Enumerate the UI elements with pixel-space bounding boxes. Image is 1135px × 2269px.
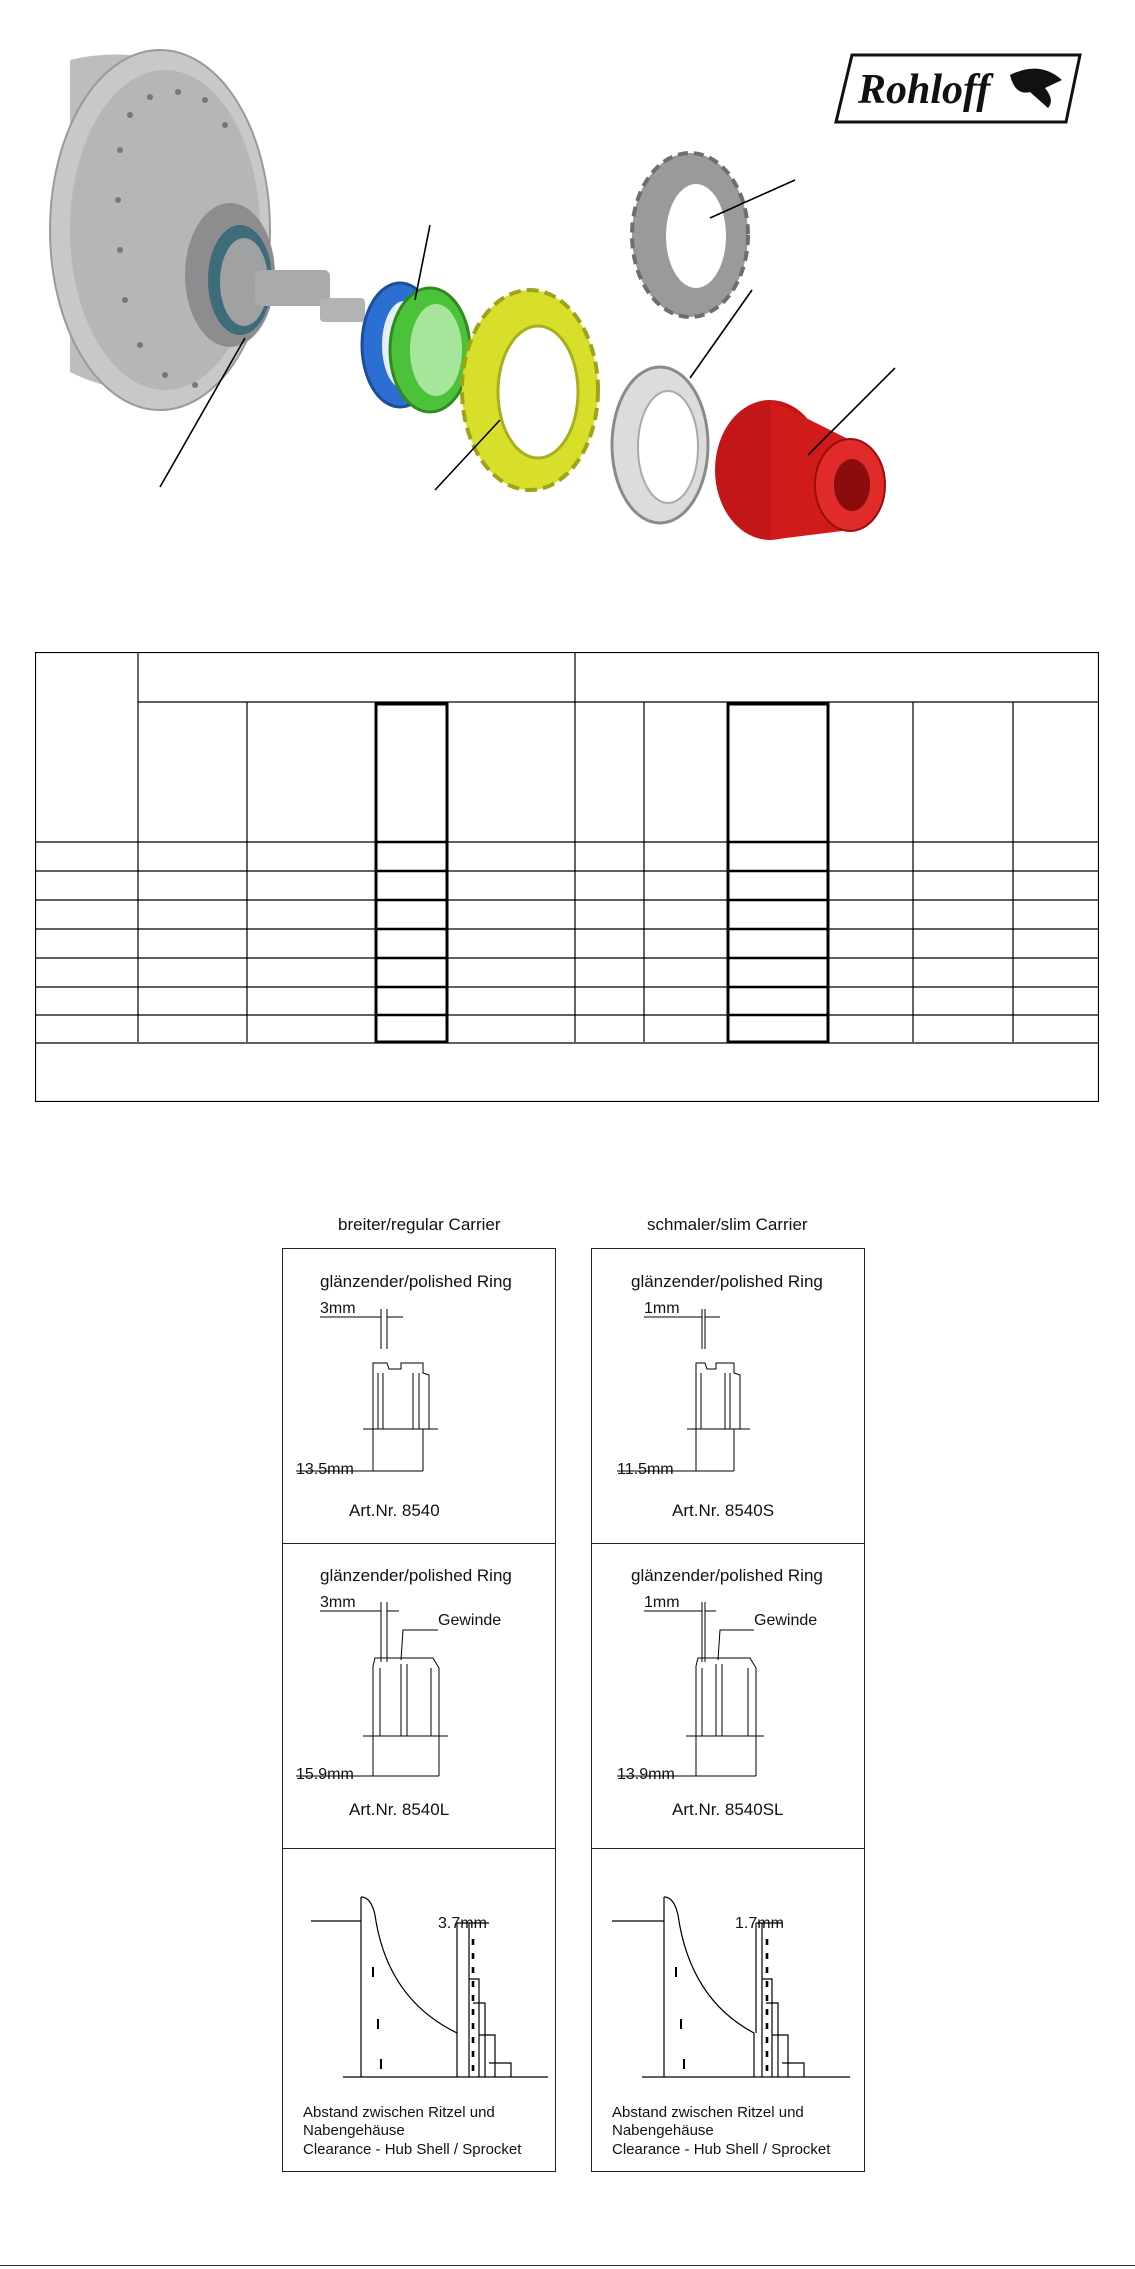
ring-profile-drawing — [283, 1249, 557, 1545]
yellow-sprocket — [462, 290, 598, 490]
width-dimension: 13.9mm — [617, 1766, 675, 1783]
exploded-hub-illustration — [0, 0, 1135, 600]
clearance-label-en: Clearance - Hub Shell / Sprocket — [612, 2141, 831, 2158]
regular-clearance-panel — [282, 1848, 556, 2172]
svg-text:Rohloff: Rohloff — [858, 67, 991, 113]
regular-ring-panel — [282, 1248, 556, 1544]
hub-shell-sprocket-drawing — [592, 1849, 866, 2173]
width-dimension: 13.5mm — [296, 1461, 354, 1478]
article-number: Art.Nr. 8540S — [672, 1501, 775, 1520]
panel-title: glänzender/polished Ring — [631, 1272, 823, 1291]
clearance-label-de-1: Abstand zwischen Ritzel und — [612, 2104, 804, 2121]
slim-ring-long-panel — [591, 1543, 865, 1849]
thread-label: Gewinde — [754, 1612, 818, 1629]
regular-ring-long-panel — [282, 1543, 556, 1849]
thread-label: Gewinde — [438, 1612, 502, 1629]
page-bottom-rule — [0, 2265, 1135, 2266]
grey-sprocket — [632, 153, 748, 317]
slim-carrier-header: schmaler/slim Carrier — [647, 1215, 808, 1234]
clearance-label-en: Clearance - Hub Shell / Sprocket — [303, 2141, 522, 2158]
gap-dimension: 1mm — [644, 1300, 680, 1317]
clearance-label-de-1: Abstand zwischen Ritzel und — [303, 2104, 495, 2121]
article-number: Art.Nr. 8540SL — [672, 1800, 784, 1819]
panel-title: glänzender/polished Ring — [320, 1272, 512, 1291]
gap-dimension: 3mm — [320, 1300, 356, 1317]
rohloff-logo — [836, 55, 1080, 122]
slim-clearance-panel — [591, 1848, 865, 2172]
width-dimension: 15.9mm — [296, 1766, 354, 1783]
clearance-label-de-2: Nabengehäuse — [303, 2122, 405, 2139]
panel-title: glänzender/polished Ring — [631, 1566, 823, 1585]
clearance-label-de-2: Nabengehäuse — [612, 2122, 714, 2139]
ring-profile-drawing — [592, 1544, 866, 1850]
article-number: Art.Nr. 8540L — [349, 1800, 450, 1819]
clearance-dimension: 1.7mm — [735, 1915, 784, 1932]
green-spacer — [390, 288, 470, 412]
article-number: Art.Nr. 8540 — [349, 1501, 440, 1520]
ring-profile-drawing — [283, 1544, 557, 1850]
white-lockring — [612, 367, 708, 523]
width-dimension: 11.5mm — [617, 1461, 674, 1478]
hub-body — [50, 50, 365, 410]
clearance-dimension: 3.7mm — [438, 1915, 487, 1932]
gap-dimension: 3mm — [320, 1594, 356, 1611]
panel-title: glänzender/polished Ring — [320, 1566, 512, 1585]
spec-table — [35, 652, 1099, 1102]
hub-shell-sprocket-drawing — [283, 1849, 557, 2173]
regular-carrier-header: breiter/regular Carrier — [338, 1215, 501, 1234]
ring-profile-drawing — [592, 1249, 866, 1545]
gap-dimension: 1mm — [644, 1594, 680, 1611]
slim-ring-panel — [591, 1248, 865, 1544]
red-tool — [715, 400, 885, 540]
